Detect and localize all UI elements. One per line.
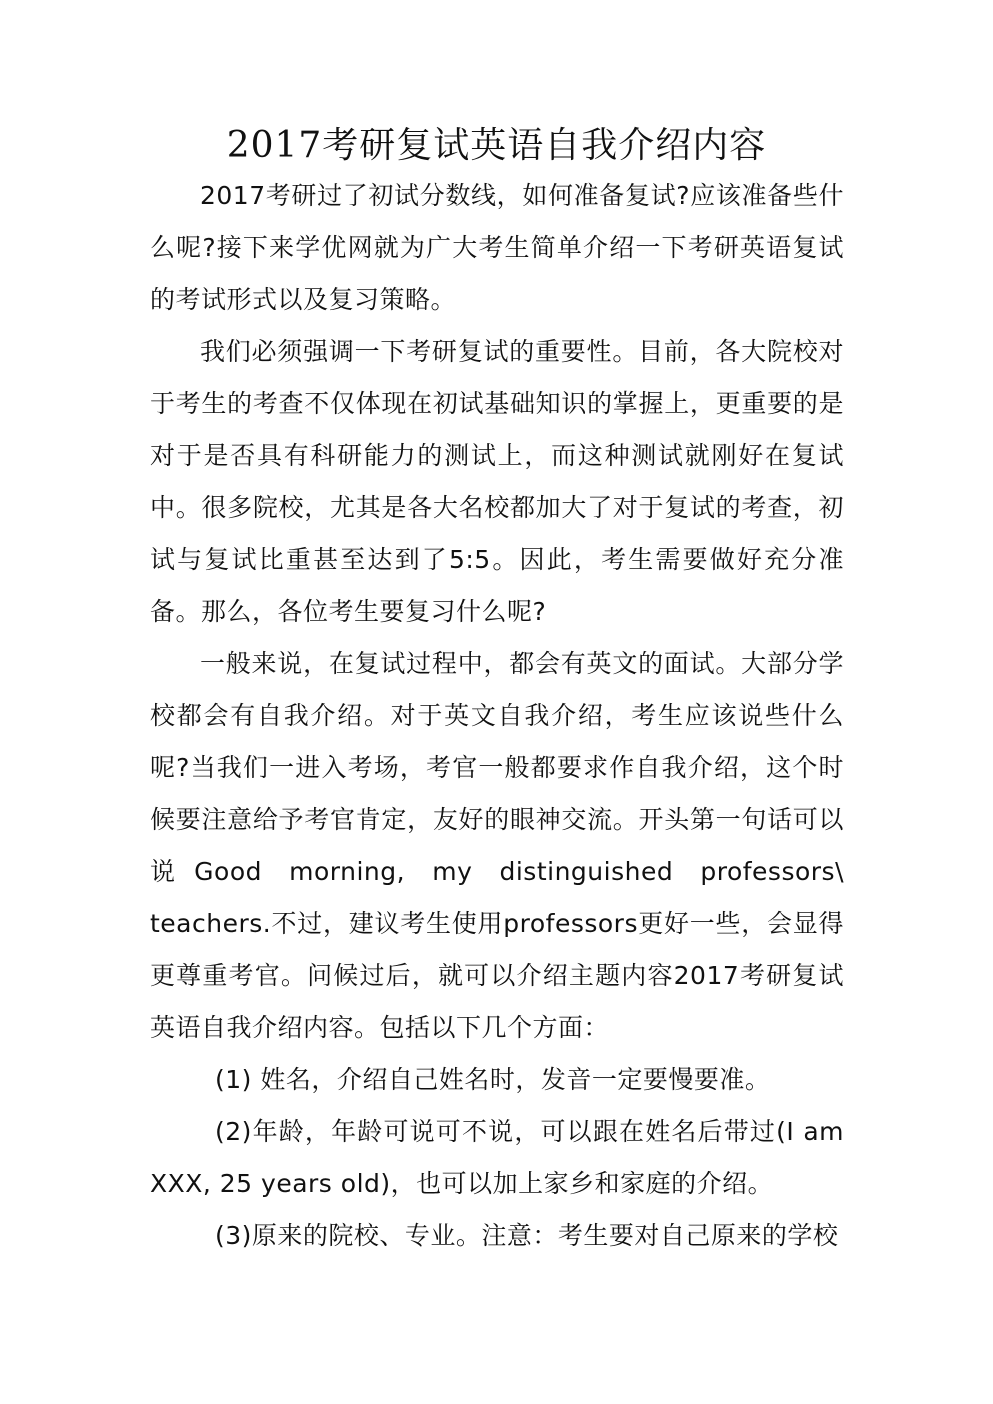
list-item-name: (1) 姓名，介绍自己姓名时，发音一定要慢要准。 [215, 1065, 771, 1094]
list-item-age: (2)年龄，年龄可说可不说，可以跟在姓名后带过(I am XXX, 25 years old)，也可以加上家乡和家庭的介绍。 [150, 1117, 844, 1198]
paragraph-importance: 我们必须强调一下考研复试的重要性。目前，各大院校对于考生的考查不仅体现在初试基础知识的掌握上，更重要的是对于是否具有科研能力的测试上，而这种测试就刚好在复试中。很多院校，尤其是各大名校都加大了对于复试的考查，初试与复试比重甚至达到了5:5。因此，考生需要做好充分准备。那么，各位考生要复习什么呢? [150, 337, 844, 626]
document-body [150, 170, 844, 1262]
paragraph-self-introduction: 一般来说，在复试过程中，都会有英文的面试。大部分学校都会有自我介绍。对于英文自我介绍，考生应该说些什么呢?当我们一进入考场，考官一般都要求作自我介绍，这个时候要注意给予考官肯定，友好的眼神交流。开头第一句话可以说Good morning, my distinguished professors\ teachers.不过，建议考生使用professors更好一些，会显得更尊重考官。问候过后，就可以介绍主题内容2017考研复试英语自我介绍内容。包括以下几个方面： [150, 649, 844, 1042]
list-item-school-major: (3)原来的院校、专业。注意：考生要对自己原来的学校 [215, 1221, 839, 1250]
page-title: 2017考研复试英语自我介绍内容 [226, 125, 767, 166]
paragraph-intro: 2017考研过了初试分数线，如何准备复试?应该准备些什么呢?接下来学优网就为广大考生简单介绍一下考研英语复试的考试形式以及复习策略。 [150, 181, 844, 314]
